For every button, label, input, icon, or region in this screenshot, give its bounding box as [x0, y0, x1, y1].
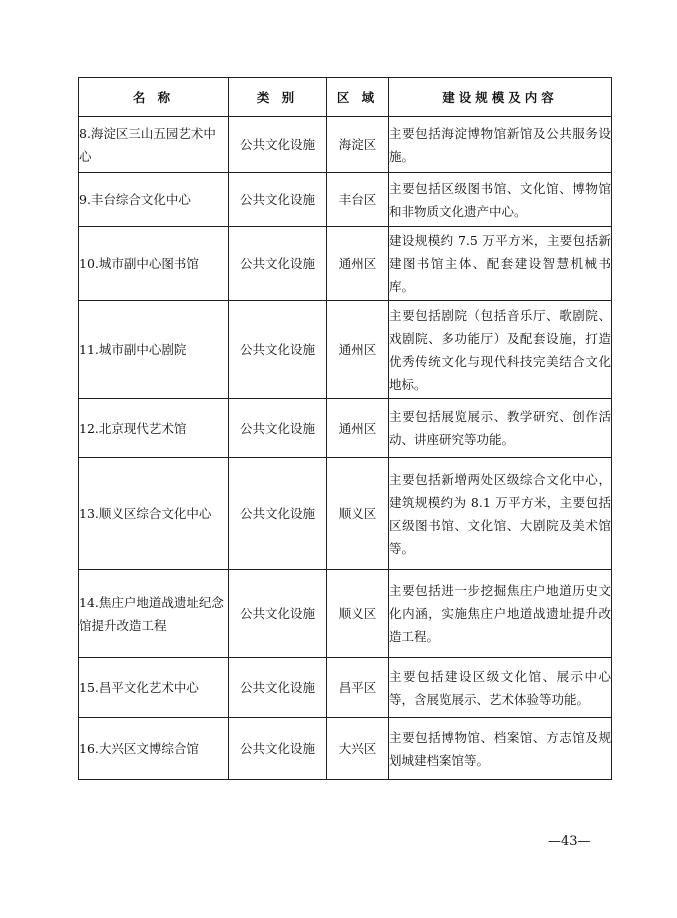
project-name-cell: 14.焦庄户地道战遗址纪念馆提升改造工程 [79, 570, 229, 658]
project-name-cell: 16.大兴区文博综合馆 [79, 718, 229, 780]
table-row [79, 658, 612, 718]
table-row [79, 458, 612, 570]
region-cell: 通州区 [327, 399, 389, 458]
table-header-row [79, 78, 612, 117]
region-cell: 大兴区 [327, 718, 389, 780]
content-cell: 主要包括进一步挖掘焦庄户地道历史文化内涵，实施焦庄户地道战遗址提升改造工程。 [389, 570, 612, 658]
content-cell: 主要包括剧院（包括音乐厅、歌剧院、戏剧院、多功能厅）及配套设施，打造优秀传统文化与现代科技完美结合文化地标。 [389, 301, 612, 399]
content-cell: 主要包括海淀博物馆新馆及公共服务设施。 [389, 117, 612, 173]
content-cell: 主要包括展览展示、教学研究、创作活动、讲座研究等功能。 [389, 399, 612, 458]
region-cell: 顺义区 [327, 458, 389, 570]
project-name-cell: 12.北京现代艺术馆 [79, 399, 229, 458]
category-cell: 公共文化设施 [229, 570, 327, 658]
region-cell: 丰台区 [327, 173, 389, 227]
region-cell: 海淀区 [327, 117, 389, 173]
category-cell: 公共文化设施 [229, 173, 327, 227]
content-cell: 主要包括区级图书馆、文化馆、博物馆和非物质文化遗产中心。 [389, 173, 612, 227]
category-cell: 公共文化设施 [229, 458, 327, 570]
region-cell: 通州区 [327, 301, 389, 399]
content-cell: 建设规模约 7.5 万平方米，主要包括新建图书馆主体、配套建设智慧机械书库。 [389, 227, 612, 301]
table-row [79, 173, 612, 227]
table-body [79, 117, 612, 780]
page-number: —43— [548, 834, 591, 849]
region-cell: 昌平区 [327, 658, 389, 718]
content-cell: 主要包括新增两处区级综合文化中心，建筑规模约为 8.1 万平方米，主要包括区级图书馆、文化馆、大剧院及美术馆等。 [389, 458, 612, 570]
table-row [79, 227, 612, 301]
category-cell: 公共文化设施 [229, 399, 327, 458]
header-category: 类 别 [229, 78, 327, 117]
header-region: 区 域 [327, 78, 389, 117]
table-row [79, 570, 612, 658]
region-cell: 通州区 [327, 227, 389, 301]
project-name-cell: 10.城市副中心图书馆 [79, 227, 229, 301]
content-cell: 主要包括建设区级文化馆、展示中心等，含展览展示、艺术体验等功能。 [389, 658, 612, 718]
table-row [79, 301, 612, 399]
category-cell: 公共文化设施 [229, 301, 327, 399]
project-name-cell: 15.昌平文化艺术中心 [79, 658, 229, 718]
category-cell: 公共文化设施 [229, 227, 327, 301]
project-name-cell: 11.城市副中心剧院 [79, 301, 229, 399]
content-cell: 主要包括博物馆、档案馆、方志馆及规划城建档案馆等。 [389, 718, 612, 780]
table-row [79, 117, 612, 173]
table-row [79, 399, 612, 458]
header-name: 名 称 [79, 78, 229, 117]
category-cell: 公共文化设施 [229, 658, 327, 718]
header-content: 建设规模及内容 [389, 78, 612, 117]
project-name-cell: 13.顺义区综合文化中心 [79, 458, 229, 570]
category-cell: 公共文化设施 [229, 718, 327, 780]
table-row [79, 718, 612, 780]
project-name-cell: 8.海淀区三山五园艺术中心 [79, 117, 229, 173]
projects-table [78, 77, 612, 780]
region-cell: 顺义区 [327, 570, 389, 658]
category-cell: 公共文化设施 [229, 117, 327, 173]
project-name-cell: 9.丰台综合文化中心 [79, 173, 229, 227]
